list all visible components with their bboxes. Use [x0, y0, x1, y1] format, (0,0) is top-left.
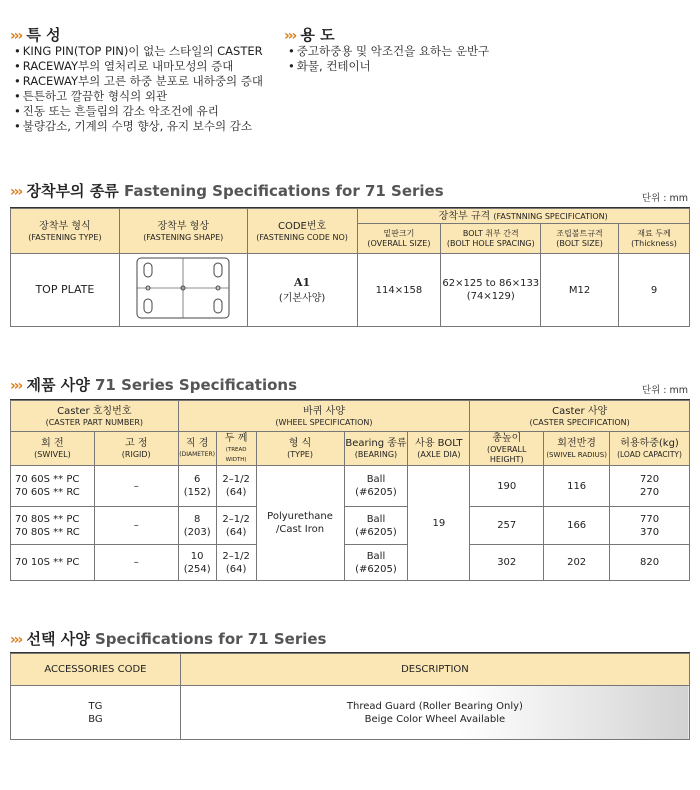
list-item: • 중고하중용 및 악조건을 요하는 운반구: [288, 44, 548, 59]
header-caster-part: Caster 호칭번호 (CASTER PART NUMBER): [11, 401, 179, 432]
list-item: • KING PIN(TOP PIN)이 없는 스타일의 CASTER: [14, 44, 284, 59]
top-plate-shape-icon: [133, 256, 233, 320]
usage-heading: ››› 용 도: [284, 26, 335, 44]
list-item: • 튼튼하고 깔끔한 형식의 외관: [14, 89, 284, 104]
product-table: [10, 400, 690, 581]
list-item: • 진동 또는 흔들림의 감소 악조건에 유리: [14, 104, 284, 119]
tread-cell: 2–1/2 (64): [216, 507, 256, 545]
header-axle: 사용 BOLT (AXLE DIA): [408, 432, 470, 466]
list-item: • 화물, 컨테이너: [288, 59, 548, 74]
product-unit: 단위 : mm: [641, 385, 688, 396]
chevron-icon: ›››: [10, 28, 22, 44]
accessories-title: ››› 선택 사양 Specifications for 71 Series: [10, 630, 327, 648]
header-radius: 회전반경 (SWIVEL RADIUS): [544, 432, 610, 466]
swivel-cell: 70 80S ** PC 70 80S ** RC: [11, 507, 95, 545]
header-bolt-spacing: BOLT 취부 간격 (BOLT HOLE SPACING): [441, 224, 541, 254]
radius-cell: 202: [544, 545, 610, 581]
header-overall-size: 밑판크기 (OVERALL SIZE): [357, 224, 441, 254]
height-cell: 257: [470, 507, 544, 545]
product-title: ››› 제품 사양 71 Series Specifications: [10, 376, 298, 394]
header-type: 형 식 (TYPE): [256, 432, 344, 466]
features-heading: ››› 특 성: [10, 26, 61, 44]
height-cell: 190: [470, 466, 544, 507]
bolt-spacing-cell: 62×125 to 86×133 (74×129): [441, 254, 541, 327]
bearing-cell: Ball (#6205): [344, 507, 408, 545]
swivel-cell: 70 10S ** PC: [11, 545, 95, 581]
header-thickness: 재료 두께 (Thickness): [619, 224, 690, 254]
list-item: • RACEWAY부의 열처리로 내마모성의 증대: [14, 59, 284, 74]
header-load: 허용하중(kg) (LOAD CAPACITY): [610, 432, 690, 466]
fastening-title: ››› 장착부의 종류 Fastening Specifications for 71 Series: [10, 182, 444, 200]
thickness-cell: 9: [619, 254, 690, 327]
fastening-code-cell: A1 (기본사양): [247, 254, 357, 327]
header-swivel: 회 전 (SWIVEL): [11, 432, 95, 466]
table-row: [11, 507, 690, 545]
header-fastening-type: 장착부 형식 (FASTENING TYPE): [11, 209, 120, 254]
header-bearing: Bearing 종류 (BEARING): [344, 432, 408, 466]
bearing-cell: Ball (#6205): [344, 545, 408, 581]
list-item: • RACEWAY부의 고른 하중 분포로 내하중의 증대: [14, 74, 284, 89]
bearing-cell: Ball (#6205): [344, 466, 408, 507]
header-fastening-code: CODE번호 (FASTENING CODE NO): [247, 209, 357, 254]
header-fastening-spec: 장착부 규격 (FASTNNING SPECIFICATION): [357, 209, 690, 224]
chevron-icon: ›››: [284, 28, 296, 44]
list-item: • 불량감소, 기계의 수명 향상, 유지 보수의 감소: [14, 119, 284, 134]
diameter-cell: 10 (254): [178, 545, 216, 581]
fastening-shape-cell: [119, 254, 247, 327]
load-cell: 720 270: [610, 466, 690, 507]
header-wheel-spec: 바퀴 사양 (WHEEL SPECIFICATION): [178, 401, 470, 432]
load-cell: 770 370: [610, 507, 690, 545]
header-rigid: 고 정 (RIGID): [94, 432, 178, 466]
load-cell: 820: [610, 545, 690, 581]
table-row: [11, 545, 690, 581]
fastening-table: [10, 208, 690, 327]
radius-cell: 116: [544, 466, 610, 507]
bolt-size-cell: M12: [541, 254, 619, 327]
wheel-type-cell: Polyurethane /Cast Iron: [256, 466, 344, 581]
chevron-icon: ›››: [10, 632, 22, 648]
header-diameter: 직 경 (DIAMETER): [178, 432, 216, 466]
header-description: DESCRIPTION: [180, 654, 689, 686]
rigid-cell: –: [94, 545, 178, 581]
fastening-unit: 단위 : mm: [641, 193, 688, 204]
header-tread: 두 께 (TREAD WIDTH): [216, 432, 256, 466]
accessories-desc-cell: Thread Guard (Roller Bearing Only) Beige Color Wheel Available: [180, 686, 689, 740]
swivel-cell: 70 60S ** PC 70 60S ** RC: [11, 466, 95, 507]
rigid-cell: –: [94, 507, 178, 545]
features-list: [14, 44, 284, 134]
diameter-cell: 8 (203): [178, 507, 216, 545]
tread-cell: 2–1/2 (64): [216, 466, 256, 507]
diameter-cell: 6 (152): [178, 466, 216, 507]
height-cell: 302: [470, 545, 544, 581]
accessories-codes-cell: TG BG: [11, 686, 181, 740]
table-row: [11, 466, 690, 507]
header-fastening-shape: 장착부 형상 (FASTENING SHAPE): [119, 209, 247, 254]
usage-list: [288, 44, 548, 74]
axle-cell: 19: [408, 466, 470, 581]
header-height: 총높이 (OVERALL HEIGHT): [470, 432, 544, 466]
header-bolt-size: 조립볼트규격 (BOLT SIZE): [541, 224, 619, 254]
chevron-icon: ›››: [10, 378, 22, 394]
accessories-table: [10, 653, 690, 740]
fastening-type-cell: TOP PLATE: [11, 254, 120, 327]
radius-cell: 166: [544, 507, 610, 545]
chevron-icon: ›››: [10, 184, 22, 200]
tread-cell: 2–1/2 (64): [216, 545, 256, 581]
header-caster-spec: Caster 사양 (CASTER SPECIFICATION): [470, 401, 690, 432]
rigid-cell: –: [94, 466, 178, 507]
header-accessories-code: ACCESSORIES CODE: [11, 654, 181, 686]
overall-size-cell: 114×158: [357, 254, 441, 327]
